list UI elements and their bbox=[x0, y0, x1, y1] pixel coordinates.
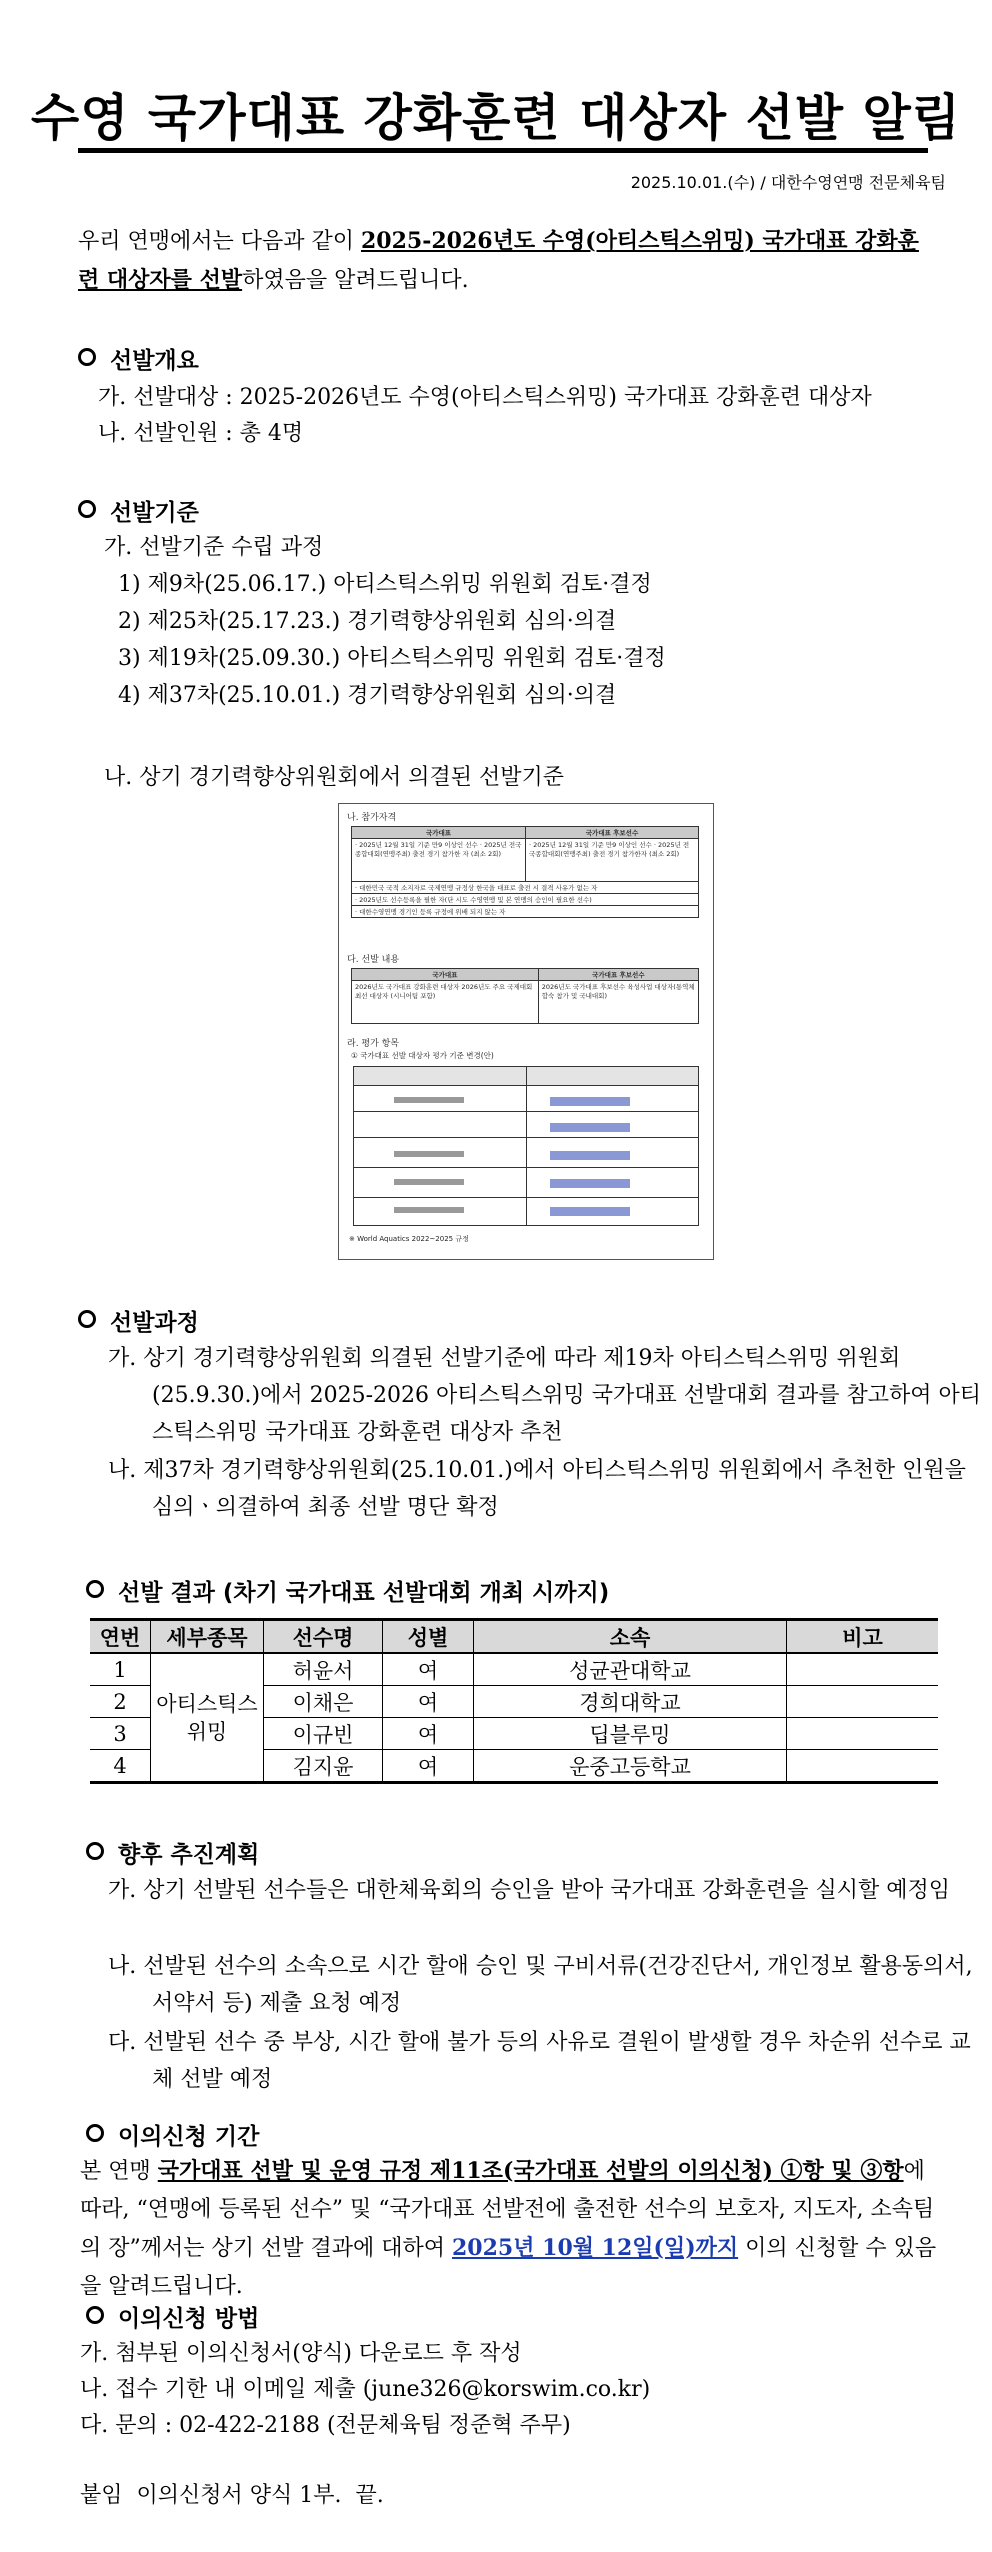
overview-item: 가. 선발대상 : 2025-2026년도 수영(아티스틱스위밍) 국가대표 강화훈련 대상자 bbox=[98, 385, 872, 410]
circle-bullet-icon bbox=[86, 2306, 104, 2324]
section-method-heading: 이의신청 방법 bbox=[86, 2300, 259, 2333]
cell-note bbox=[787, 1718, 939, 1750]
circle-bullet-icon bbox=[86, 1842, 104, 1860]
cell-sex: 여 bbox=[383, 1653, 474, 1686]
column-header: 성별 bbox=[383, 1620, 474, 1654]
column-header: 선수명 bbox=[264, 1620, 383, 1654]
cell-team: 딥블루밍 bbox=[474, 1718, 787, 1750]
circle-bullet-icon bbox=[86, 2124, 104, 2142]
cell-no: 2 bbox=[90, 1686, 151, 1718]
process-item-a: 가. 상기 경기력향상위원회 의결된 선발기준에 따라 제19차 아티스틱스위밍 위원회(25.9.30.)에서 2025-2026 아티스틱스위밍 국가대표 선발대회 결과를 참고하여 아티스틱스위밍 국가대표 강화훈련 대상자 추천 bbox=[108, 1346, 982, 1445]
image-section-label: ① 국가대표 선발 대상자 평가 기준 변경(안) bbox=[351, 1051, 494, 1060]
circle-bullet-icon bbox=[78, 1310, 96, 1328]
section-criteria-heading: 선발기준 bbox=[78, 494, 199, 527]
criteria-item-b: 나. 상기 경기력향상위원회에서 의결된 선발기준 bbox=[104, 765, 565, 790]
criteria-step: 3) 제19차(25.09.30.) 아티스틱스위밍 위원회 검토·결정 bbox=[118, 646, 666, 671]
result-table bbox=[90, 1618, 938, 1784]
image-cell: · 대한수영연맹 경기인 등록 규정에 위배 되지 않는 자 bbox=[352, 906, 699, 918]
appeal-text: 에 따라, “연맹에 등록된 선수” 및 “국가대표 선발전에 출전한 선수의 보호자, 지도자, 소속팀의 장”께서는 상기 선발 결과에 대하여 bbox=[80, 2159, 935, 2261]
eligibility-table bbox=[351, 826, 699, 918]
appeal-rule-reference: 국가대표 선발 및 운영 규정 제11조(국가대표 선발의 이의신청) ①항 및 ③항 bbox=[157, 2158, 904, 2184]
plan-item-b: 나. 선발된 선수의 소속으로 시간 할애 승인 및 구비서류(건강진단서, 개인정보 활용동의서, 서약서 등) 제출 요청 예정 bbox=[108, 1954, 973, 2016]
criteria-step: 1) 제9차(25.06.17.) 아티스틱스위밍 위원회 검토·결정 bbox=[118, 572, 652, 597]
appeal-paragraph bbox=[80, 2152, 940, 2306]
image-cell: 2026년도 국가대표 강화훈련 대상자 2026년도 주요 국제대회 최선 대상자 (시니어팀 포함) bbox=[352, 981, 539, 1024]
column-header: 비고 bbox=[787, 1620, 939, 1654]
page-title: 수영 국가대표 강화훈련 대상자 선발 알림 bbox=[30, 89, 962, 147]
table-row bbox=[90, 1653, 938, 1686]
section-overview-heading: 선발개요 bbox=[78, 342, 199, 375]
cell-name: 김지윤 bbox=[264, 1750, 383, 1783]
column-header: 세부종목 bbox=[151, 1620, 264, 1654]
dateline: 2025.10.01.(수) / 대한수영연맹 전문체육팀 bbox=[630, 173, 946, 192]
section-process-heading: 선발과정 bbox=[78, 1304, 199, 1337]
image-section-label: 다. 선발 내용 bbox=[347, 955, 400, 965]
image-cell: · 2025년 12월 31일 기준 만9 이상인 선수 · 2025년 전국종합대회(연맹주최) 출전 경기 참가한자 (최소 2회) bbox=[526, 839, 699, 882]
intro-highlight: 2025-2026년도 수영(아티스틱스위밍) 국가대표 강화훈련 대상자를 선발 bbox=[78, 228, 919, 293]
intro-text-1: 우리 연맹에서는 다음과 같이 bbox=[78, 229, 361, 254]
method-item: 나. 접수 기한 내 이메일 제출 (june326@korswim.co.kr) bbox=[80, 2377, 651, 2402]
cell-name: 이채은 bbox=[264, 1686, 383, 1718]
cell-sex: 여 bbox=[383, 1686, 474, 1718]
cell-note bbox=[787, 1686, 939, 1718]
cell-name: 허윤서 bbox=[264, 1653, 383, 1686]
plan-item-c: 다. 선발된 선수 중 부상, 시간 할애 불가 등의 사유로 결원이 발생할 경우 차순위 선수로 교체 선발 예정 bbox=[108, 2030, 971, 2092]
image-footnote: ※ World Aquatics 2022~2025 규정 bbox=[349, 1235, 469, 1243]
image-cell: 2026년도 국가대표 후보선수 육성사업 대상자(통역체 합숙 참가 및 국내대회) bbox=[538, 981, 698, 1024]
cell-note bbox=[787, 1653, 939, 1686]
image-cell: · 2025년 12월 31일 기준 만9 이상인 선수 · 2025년 전국종합대회(연맹주최) 출전 경기 참가한 자 (최소 2회) bbox=[352, 839, 526, 882]
section-plan-heading: 향후 추진계획 bbox=[86, 1836, 259, 1869]
criteria-step: 2) 제25차(25.17.23.) 경기력향상위원회 심의·의결 bbox=[118, 609, 617, 634]
image-col-header: 국가대표 후보선수 bbox=[526, 827, 699, 839]
intro-paragraph bbox=[78, 222, 938, 300]
appeal-text: 본 연맹 bbox=[80, 2159, 158, 2184]
section-result-heading: 선발 결과 (차기 국가대표 선발대회 개최 시까지) bbox=[86, 1574, 609, 1607]
process-item-b: 나. 제37차 경기력향상위원회(25.10.01.)에서 아티스틱스위밍 위원회에서 추천한 인원을 심의ㆍ의결하여 최종 선발 명단 확정 bbox=[108, 1458, 966, 1520]
appeal-text: 이의 신청할 수 있음을 알려드립니다. bbox=[80, 2236, 937, 2299]
image-section-label: 나. 참가자격 bbox=[347, 813, 397, 823]
title-underline bbox=[78, 148, 928, 153]
circle-bullet-icon bbox=[86, 1580, 104, 1598]
circle-bullet-icon bbox=[78, 348, 96, 366]
result-header-row bbox=[90, 1620, 938, 1654]
appeal-deadline: 2025년 10월 12일(일)까지 bbox=[452, 2235, 739, 2261]
column-header: 소속 bbox=[474, 1620, 787, 1654]
circle-bullet-icon bbox=[78, 500, 96, 518]
image-col-header: 국가대표 후보선수 bbox=[538, 969, 698, 981]
criteria-item-a: 가. 선발기준 수립 과정 bbox=[104, 535, 324, 560]
criteria-step: 4) 제37차(25.10.01.) 경기력향상위원회 심의·의결 bbox=[118, 683, 617, 708]
criteria-image bbox=[338, 803, 714, 1260]
method-item: 다. 문의 : 02-422-2188 (전문체육팀 정준혁 주무) bbox=[80, 2413, 571, 2438]
cell-no: 1 bbox=[90, 1653, 151, 1686]
cell-team: 운중고등학교 bbox=[474, 1750, 787, 1783]
image-cell: · 대한민국 국적 소지자로 국제연맹 규정상 한국을 대표로 출전 시 결격 사유가 없는 자 bbox=[352, 882, 699, 894]
column-header: 연번 bbox=[90, 1620, 151, 1654]
cell-no: 3 bbox=[90, 1718, 151, 1750]
cell-event: 아티스틱스위밍 bbox=[151, 1653, 264, 1783]
cell-no: 4 bbox=[90, 1750, 151, 1783]
cell-team: 경희대학교 bbox=[474, 1686, 787, 1718]
cell-name: 이규빈 bbox=[264, 1718, 383, 1750]
image-cell: · 2025년도 선수등록을 필한 자(단 시도 수영연맹 및 본 연맹의 승인이 필요한 선수) bbox=[352, 894, 699, 906]
selection-content-table bbox=[351, 968, 699, 1024]
cell-sex: 여 bbox=[383, 1750, 474, 1783]
image-section-label: 라. 평가 항목 bbox=[347, 1039, 400, 1049]
evaluation-table-image bbox=[353, 1066, 699, 1226]
image-col-header: 국가대표 bbox=[352, 827, 526, 839]
attachment-note: 붙임 이의신청서 양식 1부. 끝. bbox=[80, 2483, 384, 2508]
cell-team: 성균관대학교 bbox=[474, 1653, 787, 1686]
section-appeal-heading: 이의신청 기간 bbox=[86, 2118, 259, 2151]
intro-text-2: 하였음을 알려드립니다. bbox=[242, 268, 469, 293]
plan-item-a: 가. 상기 선발된 선수들은 대한체육회의 승인을 받아 국가대표 강화훈련을 실시할 예정임 bbox=[108, 1878, 950, 1903]
method-item: 가. 첨부된 이의신청서(양식) 다운로드 후 작성 bbox=[80, 2341, 522, 2366]
cell-sex: 여 bbox=[383, 1718, 474, 1750]
cell-note bbox=[787, 1750, 939, 1783]
image-col-header: 국가대표 bbox=[352, 969, 539, 981]
overview-item: 나. 선발인원 : 총 4명 bbox=[98, 421, 304, 446]
